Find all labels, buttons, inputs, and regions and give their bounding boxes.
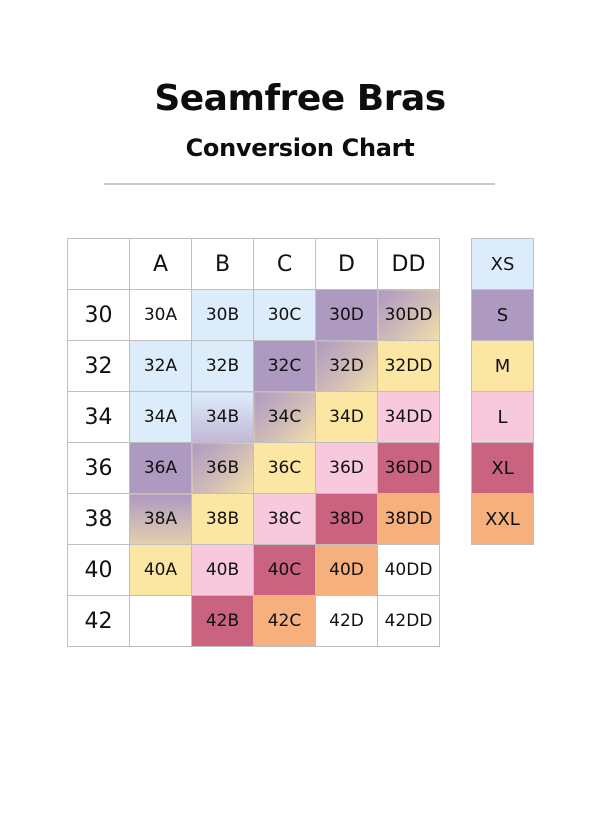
legend-row — [472, 341, 534, 392]
size-cell: 42D — [316, 596, 378, 647]
size-cell: 36A — [130, 443, 192, 494]
legend-row — [472, 392, 534, 443]
table-row — [68, 290, 440, 341]
legend-size-s: S — [472, 290, 534, 341]
size-cell: 34C — [254, 392, 316, 443]
size-cell: 42B — [192, 596, 254, 647]
size-cell: 34DD — [378, 392, 440, 443]
size-cell: 32D — [316, 341, 378, 392]
legend-row — [472, 290, 534, 341]
size-cell: 30DD — [378, 290, 440, 341]
size-cell: 38DD — [378, 494, 440, 545]
table-row — [68, 545, 440, 596]
legend-size-m: M — [472, 341, 534, 392]
size-cell: 36D — [316, 443, 378, 494]
size-cell: 30C — [254, 290, 316, 341]
band-size-label: 36 — [68, 443, 130, 494]
size-cell: 40C — [254, 545, 316, 596]
table-corner-cell — [68, 239, 130, 290]
size-cell: 30A — [130, 290, 192, 341]
legend-row — [472, 239, 534, 290]
size-cell: 32DD — [378, 341, 440, 392]
legend-size-xl: XL — [472, 443, 534, 494]
legend-row — [472, 443, 534, 494]
size-cell: 38D — [316, 494, 378, 545]
page-subtitle: Conversion Chart — [185, 134, 415, 162]
cup-header-a: A — [130, 239, 192, 290]
table-row — [68, 392, 440, 443]
table-row — [68, 341, 440, 392]
size-cell: 32B — [192, 341, 254, 392]
size-cell: 38A — [130, 494, 192, 545]
cup-header-b: B — [192, 239, 254, 290]
size-conversion-table — [67, 238, 440, 647]
band-size-label: 42 — [68, 596, 130, 647]
cup-header-row — [68, 239, 440, 290]
size-cell: 38B — [192, 494, 254, 545]
legend-row — [472, 494, 534, 545]
size-cell: 36DD — [378, 443, 440, 494]
size-cell: 42C — [254, 596, 316, 647]
size-cell: 42DD — [378, 596, 440, 647]
size-cell: 40D — [316, 545, 378, 596]
size-cell: 32A — [130, 341, 192, 392]
size-cell: 36B — [192, 443, 254, 494]
table-row — [68, 596, 440, 647]
size-cell: 40B — [192, 545, 254, 596]
size-cell: 38C — [254, 494, 316, 545]
size-cell: 34A — [130, 392, 192, 443]
size-cell: 36C — [254, 443, 316, 494]
table-row — [68, 494, 440, 545]
band-size-label: 34 — [68, 392, 130, 443]
size-cell: 30B — [192, 290, 254, 341]
size-cell — [130, 596, 192, 647]
size-cell: 34D — [316, 392, 378, 443]
size-legend — [471, 238, 534, 545]
size-cell: 34B — [192, 392, 254, 443]
size-cell: 40A — [130, 545, 192, 596]
table-row — [68, 443, 440, 494]
legend-size-xs: XS — [472, 239, 534, 290]
band-size-label: 32 — [68, 341, 130, 392]
cup-header-c: C — [254, 239, 316, 290]
band-size-label: 40 — [68, 545, 130, 596]
page-title: Seamfree Bras — [154, 78, 446, 119]
band-size-label: 30 — [68, 290, 130, 341]
title-divider — [104, 183, 495, 185]
cup-header-dd: DD — [378, 239, 440, 290]
size-cell: 32C — [254, 341, 316, 392]
legend-size-l: L — [472, 392, 534, 443]
cup-header-d: D — [316, 239, 378, 290]
legend-size-xxl: XXL — [472, 494, 534, 545]
size-cell: 30D — [316, 290, 378, 341]
band-size-label: 38 — [68, 494, 130, 545]
size-cell: 40DD — [378, 545, 440, 596]
